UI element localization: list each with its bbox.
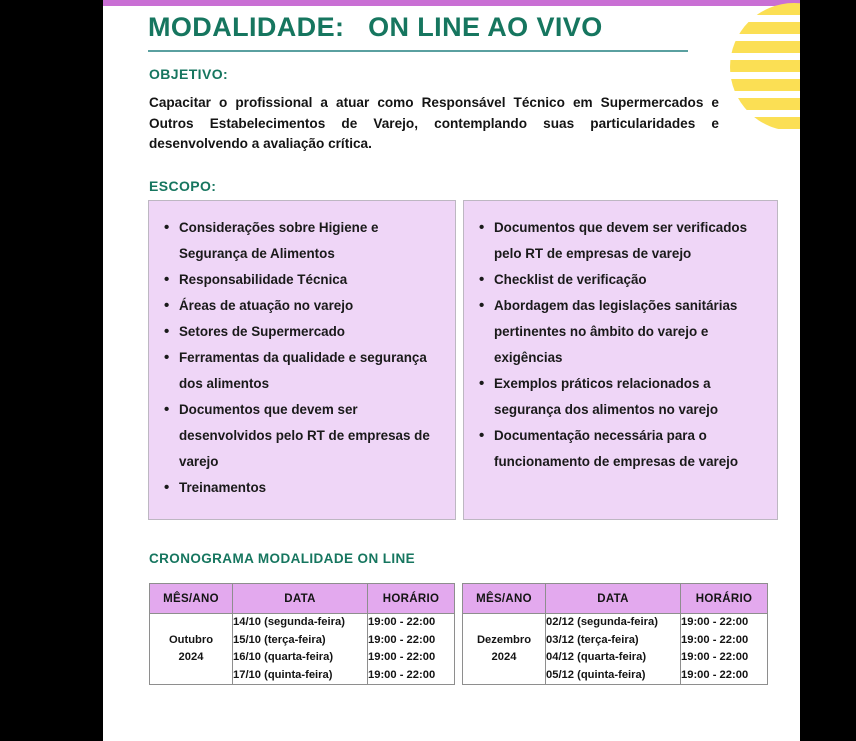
scope-box-left bbox=[148, 200, 456, 520]
cell-month-year bbox=[150, 614, 233, 685]
column-header: MÊS/ANO bbox=[150, 584, 233, 614]
cell-dates bbox=[233, 614, 368, 685]
cell-times bbox=[681, 614, 768, 685]
column-header: DATA bbox=[546, 584, 681, 614]
time-line: 19:00 - 22:00 bbox=[368, 616, 436, 628]
scope-list-item: • Documentos que devem ser desenvolvidos pelo RT de empresas de varejo bbox=[179, 397, 445, 475]
time-line: 19:00 - 22:00 bbox=[368, 651, 436, 663]
date-line: 02/12 (segunda-feira) bbox=[546, 616, 658, 628]
striped-circle-decoration-icon bbox=[730, 3, 800, 131]
time-line: 19:00 - 22:00 bbox=[681, 633, 749, 646]
scope-list-item: • Treinamentos bbox=[179, 475, 445, 501]
scope-list-item: • Responsabilidade Técnica bbox=[179, 267, 445, 293]
scope-list-item: • Setores de Supermercado bbox=[179, 319, 445, 345]
scope-list-right bbox=[464, 201, 777, 475]
month-year: 2024 bbox=[491, 651, 517, 663]
objetivo-paragraph: Capacitar o profissional a atuar como Responsável Técnico em Supermercados e Outros Estabelecimentos de Varejo, contemplando suas particularidades e desenvolvendo a avaliação crítica. bbox=[149, 95, 719, 151]
column-header: HORÁRIO bbox=[368, 584, 455, 614]
page-title: MODALIDADE: ON LINE AO VIVO bbox=[148, 12, 603, 42]
scope-box-right bbox=[463, 200, 778, 520]
schedule-table-outubro bbox=[149, 583, 455, 685]
scope-list-item: • Documentação necessária para o funcionamento de empresas de varejo bbox=[494, 423, 767, 475]
cell-times bbox=[368, 614, 455, 685]
table-header-row bbox=[463, 584, 768, 614]
table-row bbox=[463, 614, 768, 685]
scope-list-left bbox=[149, 201, 455, 501]
section-heading-objetivo: OBJETIVO: bbox=[149, 66, 229, 82]
date-line: 04/12 (quarta-feira) bbox=[546, 651, 647, 663]
letterbox-left bbox=[0, 0, 103, 741]
cell-month-year bbox=[463, 614, 546, 685]
table-row bbox=[150, 614, 455, 685]
scope-list-item: • Considerações sobre Higiene e Segurança de Alimentos bbox=[179, 215, 445, 267]
column-header: MÊS/ANO bbox=[463, 584, 546, 614]
column-header: DATA bbox=[233, 584, 368, 614]
scope-list-item: • Exemplos práticos relacionados a segurança dos alimentos no varejo bbox=[494, 371, 767, 423]
table-header-row bbox=[150, 584, 455, 614]
date-line: 16/10 (quarta-feira) bbox=[233, 651, 334, 663]
slide-canvas bbox=[103, 0, 800, 741]
schedule-table-dezembro bbox=[462, 583, 768, 685]
month-year: 2024 bbox=[178, 651, 204, 663]
top-accent-bar bbox=[103, 0, 800, 6]
letterbox-right bbox=[800, 0, 856, 741]
title-divider bbox=[148, 50, 688, 52]
month-name: Dezembro bbox=[476, 633, 532, 646]
scope-list-item: • Áreas de atuação no varejo bbox=[179, 293, 445, 319]
scope-list-item: • Checklist de verificação bbox=[494, 267, 767, 293]
time-line: 19:00 - 22:00 bbox=[368, 668, 436, 681]
time-line: 19:00 - 22:00 bbox=[681, 651, 749, 663]
date-line: 05/12 (quinta-feira) bbox=[546, 668, 646, 681]
scope-list-item: • Ferramentas da qualidade e segurança dos alimentos bbox=[179, 345, 445, 397]
date-line: 17/10 (quinta-feira) bbox=[233, 668, 333, 681]
section-heading-escopo: ESCOPO: bbox=[149, 178, 217, 194]
time-line: 19:00 - 22:00 bbox=[368, 633, 436, 646]
section-heading-cronograma: CRONOGRAMA MODALIDADE ON LINE bbox=[149, 551, 416, 566]
time-line: 19:00 - 22:00 bbox=[681, 668, 749, 681]
scope-list-item: • Abordagem das legislações sanitárias pertinentes no âmbito do varejo e exigências bbox=[494, 293, 767, 371]
date-line: 03/12 (terça-feira) bbox=[546, 633, 639, 646]
scope-list-item: • Documentos que devem ser verificados pelo RT de empresas de varejo bbox=[494, 215, 767, 267]
column-header: HORÁRIO bbox=[681, 584, 768, 614]
month-name: Outubro bbox=[168, 633, 214, 646]
cell-dates bbox=[546, 614, 681, 685]
date-line: 15/10 (terça-feira) bbox=[233, 633, 326, 646]
time-line: 19:00 - 22:00 bbox=[681, 616, 749, 628]
date-line: 14/10 (segunda-feira) bbox=[233, 616, 345, 628]
